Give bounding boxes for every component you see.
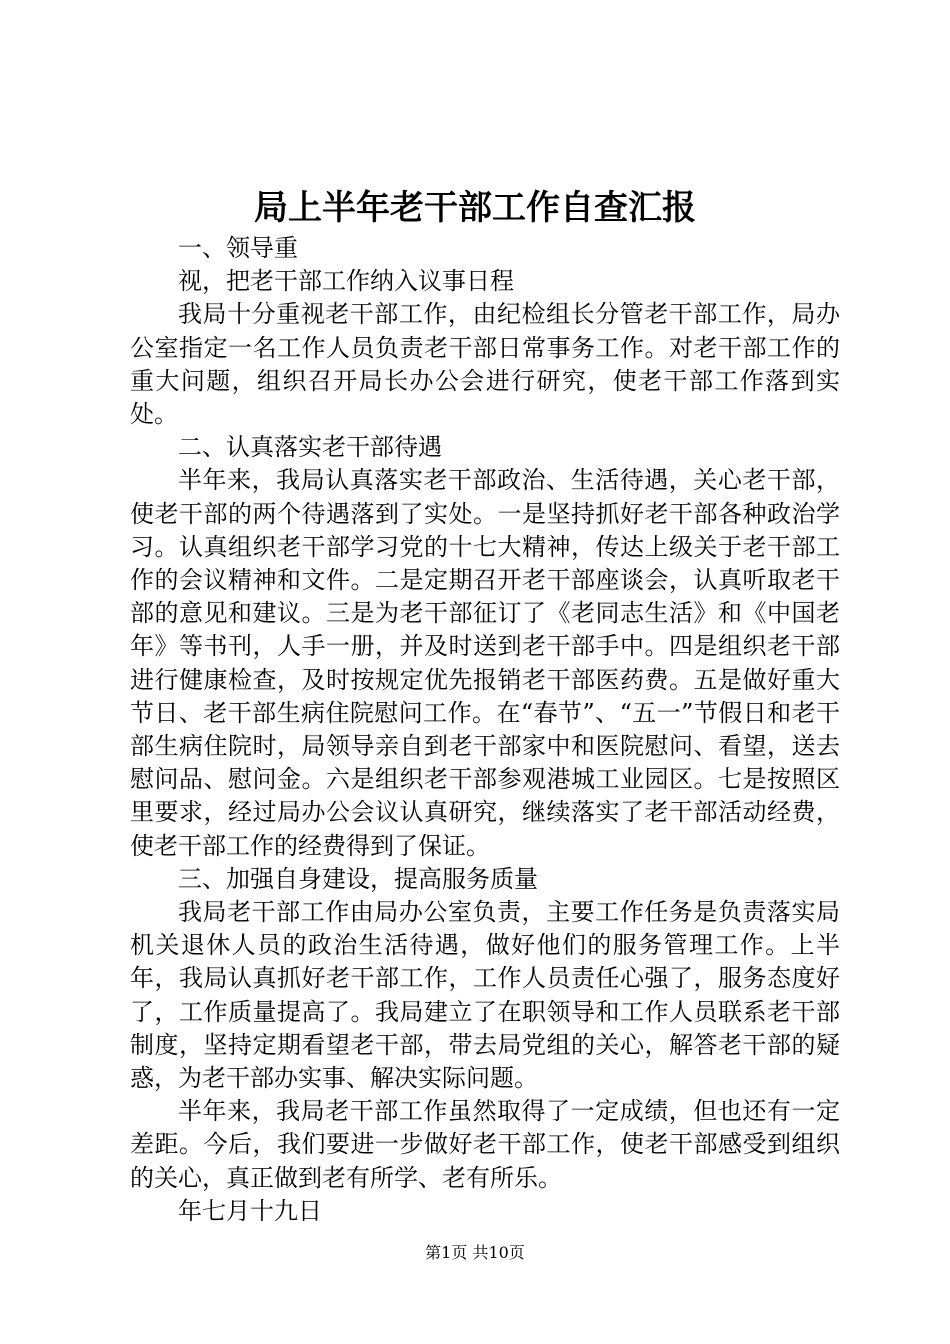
section-heading-1a: 一、领导重: [178, 234, 298, 262]
date-line: 年七月十九日: [178, 1196, 322, 1225]
document-body: [130, 232, 840, 1228]
paragraph-2: 半年来，我局认真落实老干部政治、生活待遇，关心老干部，使老干部的两个待遇落到了实处。一是坚持抓好老干部各种政治学习。认真组织老干部学习党的十七大精神，传达上级关于老干部工作的会议精神和文件。二是定期召开老干部座谈会，认真听取老干部的意见和建议。三是为老干部征订了《老同志生活》和《中国老年》等书刊，人手一册，并及时送到老干部手中。四是组织老干部进行健康检查，及时按规定优先报销老干部医药费。五是做好重大节日、老干部生病住院慰问工作。在“春节”、“五一”节假日和老干部生病住院时，局领导亲自到老干部家中和医院慰问、看望，送去慰问品、慰问金。六是组织老干部参观港城工业园区。七是按照区里要求，经过局办公会议认真研究，继续落实了老干部活动经费，使老干部工作的经费得到了保证。: [130, 466, 840, 860]
section-heading-3: 三、加强自身建设，提高服务质量: [178, 864, 538, 893]
section-heading-2: 二、认真落实老干部待遇: [178, 433, 442, 462]
paragraph-1: 我局十分重视老干部工作，由纪检组长分管老干部工作，局办公室指定一名工作人员负责老干部日常事务工作。对老干部工作的重大问题，组织召开局长办公会进行研究，使老干部工作落到实处。: [130, 300, 840, 429]
page-number-footer: 第1页 共10页: [425, 1243, 525, 1262]
paragraph-3: 我局老干部工作由局办公室负责，主要工作任务是负责落实局机关退休人员的政治生活待遇，做好他们的服务管理工作。上半年，我局认真抓好老干部工作，工作人员责任心强了，服务态度好了，工作质量提高了。我局建立了在职领导和工作人员联系老干部制度，坚持定期看望老干部，带去局党组的关心，解答老干部的疑惑，为老干部办实事、解决实际问题。: [130, 898, 840, 1093]
document-title: 局上半年老干部工作自查汇报: [254, 188, 696, 228]
paragraph-4: 半年来，我局老干部工作虽然取得了一定成绩，但也还有一定差距。今后，我们要进一步做好老干部工作，使老干部感受到组织的关心，真正做到老有所学、老有所乐。: [130, 1097, 840, 1192]
section-heading-1b: 视，把老干部工作纳入议事日程: [178, 267, 514, 296]
